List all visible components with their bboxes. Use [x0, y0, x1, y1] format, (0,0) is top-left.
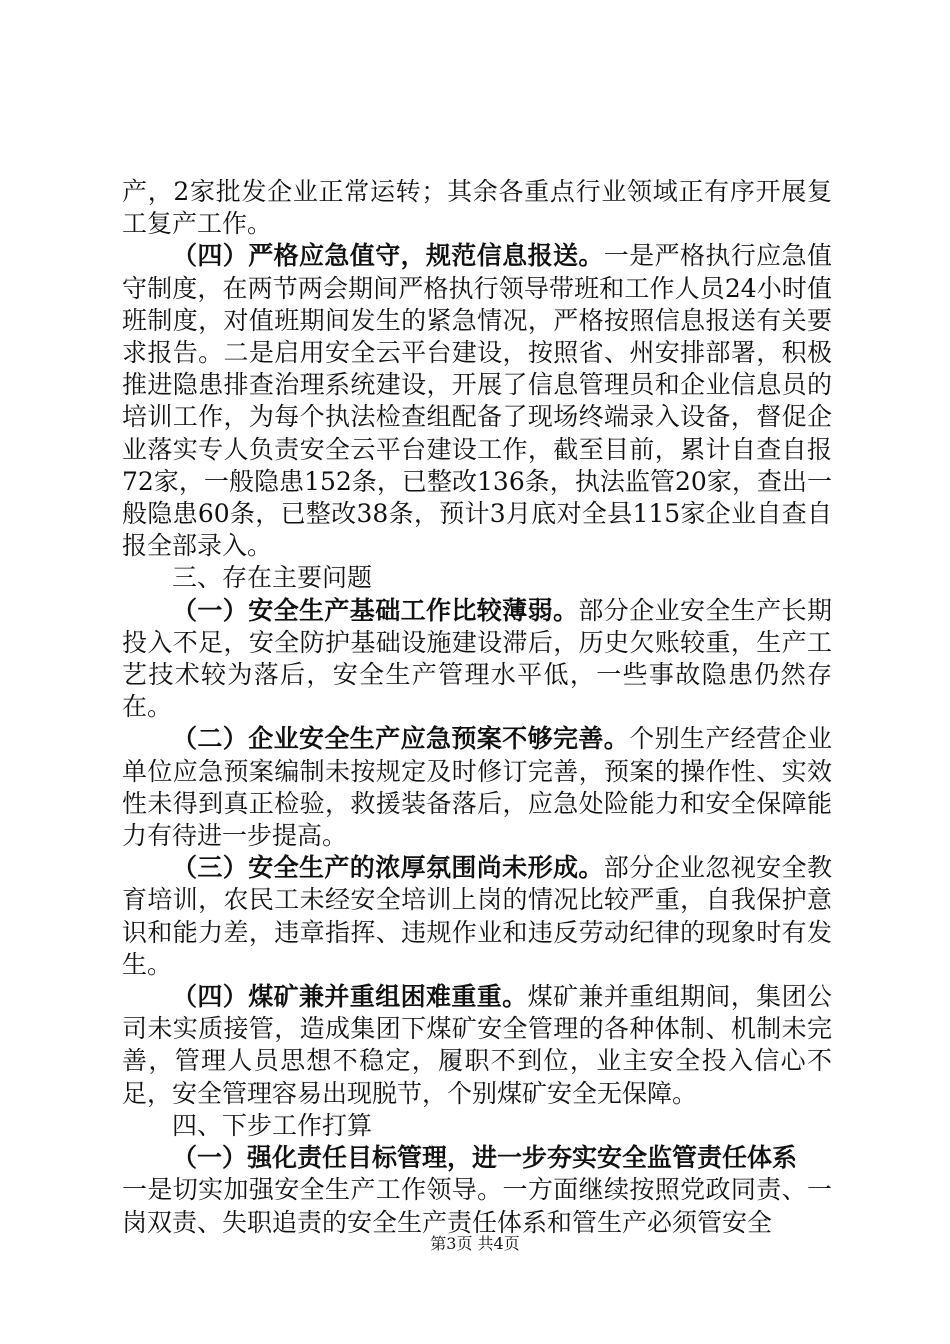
paragraph — [122, 595, 832, 724]
paragraph-text: 一是严格执行应急值守制度，在两节两会期间严格执行领导带班和工作人员24小时值班制度，对值班期间发生的紧急情况，严格按照信息报送有关要求报告。二是启用安全云平台建设，按照省、州安排部署，积极推进隐患排查治理系统建设，开展了信息管理员和企业信息员的培训工作，为每个执法检查组配备了现场终端录入设备，督促企业落实专人负责安全云平台建设工作，截至目前，累计自查自报72家，一般隐患152条，已整改136条，执法监管20家，查出一般隐患60条，已整改38条，预计3月底对全县115家企业自查自报全部录入。 — [122, 241, 832, 561]
section-heading-text: 四、下步工作打算 — [172, 1110, 373, 1140]
paragraph — [122, 981, 832, 1110]
paragraph-lead: （三）安全生产的浓厚氛围尚未形成。 — [172, 853, 604, 883]
paragraph — [122, 240, 832, 562]
section-heading-text: 三、存在主要问题 — [172, 563, 373, 593]
paragraph-text: 部分企业安全生产长期投入不足，安全防护基础设施建设滞后，历史欠账较重，生产工艺技术较为落后，安全生产管理水平低，一些事故隐患仍然存在。 — [122, 595, 832, 722]
paragraph — [122, 723, 832, 852]
paragraph-text: 煤矿兼并重组期间，集团公司未实质接管，造成集团下煤矿安全管理的各种体制、机制未完善，管理人员思想不稳定，履职不到位，业主安全投入信心不足，安全管理容易出现脱节，个别煤矿安全无保障。 — [122, 982, 832, 1108]
paragraph — [122, 1142, 832, 1174]
document-body — [122, 176, 832, 1239]
paragraph-lead: （一）安全生产基础工作比较薄弱。 — [172, 595, 579, 625]
paragraph — [122, 176, 832, 240]
paragraph-lead: （一）强化责任目标管理，进一步夯实安全监管责任体系 — [172, 1143, 798, 1173]
paragraph-text: 产，2家批发企业正常运转；其余各重点行业领域正有序开展复工复产工作。 — [122, 177, 832, 239]
paragraph — [122, 1174, 832, 1238]
page-footer — [0, 1231, 950, 1254]
section-heading — [122, 1110, 832, 1142]
paragraph-text: 部分企业忽视安全教育培训，农民工未经安全培训上岗的情况比较严重，自我保护意识和能力差，违章指挥、违规作业和违反劳动纪律的现象时有发生。 — [122, 853, 832, 979]
paragraph-lead: （二）企业安全生产应急预案不够完善。 — [172, 724, 630, 754]
paragraph-lead: （四）煤矿兼并重组困难重重。 — [172, 982, 528, 1012]
page-number: 第3页 共4页 — [430, 1234, 520, 1253]
paragraph-text: 个别生产经营企业单位应急预案编制未按规定及时修订完善，预案的操作性、实效性未得到真正检验，救援装备落后，应急处险能力和安全保障能力有待进一步提高。 — [122, 724, 832, 851]
paragraph — [122, 852, 832, 981]
paragraph-lead: （四）严格应急值守，规范信息报送。 — [172, 241, 604, 271]
section-heading — [122, 562, 832, 594]
paragraph-text: 一是切实加强安全生产工作领导。一方面继续按照党政同责、一岗双责、失职追责的安全生产责任体系和管生产必须管安全 — [122, 1175, 832, 1237]
